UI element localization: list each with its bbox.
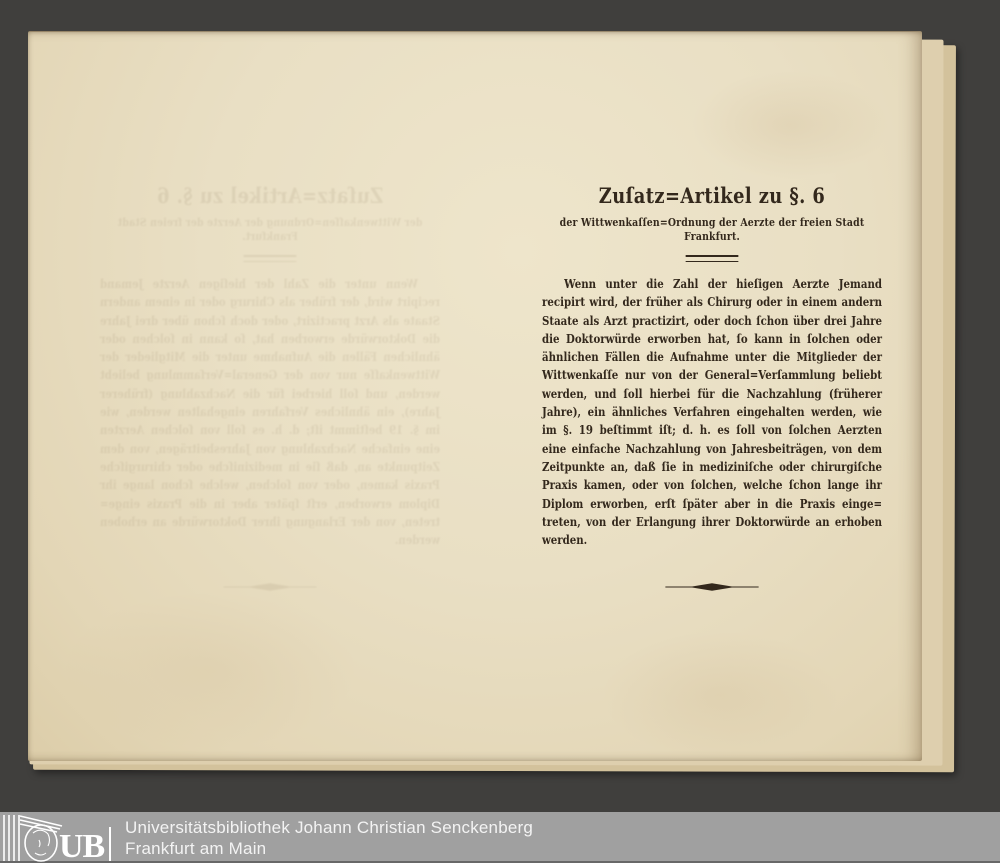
text-line: Jahre), ein ähnliches Verfahren eingehalten werden, wie bbox=[542, 405, 882, 420]
text-line: Diplom erworben, erſt ſpäter aber in die Praxis einge= bbox=[100, 496, 440, 511]
verso-fleuron-ornament bbox=[100, 576, 440, 595]
text-line: Staate als Arzt practizirt, oder doch ſchon über drei Jahre bbox=[100, 313, 440, 328]
doc-title: Zuſatz=Artikel zu §. 6 bbox=[598, 183, 826, 208]
text-line: eine einfache Nachzahlung von Jahresbeiträgen, von dem bbox=[542, 441, 882, 456]
verso-title: Zuſatz=Artikel zu §. 6 bbox=[156, 183, 384, 208]
library-logo bbox=[0, 812, 118, 863]
footer-city: Frankfurt am Main bbox=[125, 839, 267, 858]
text-line: eine einfache Nachzahlung von Jahresbeiträgen, von dem bbox=[100, 441, 440, 456]
doc-body-paragraph bbox=[542, 275, 882, 549]
text-line: werden. bbox=[542, 533, 588, 548]
logo-ub-text: UB bbox=[59, 828, 105, 863]
text-line: Praxis kamen, oder von ſolchen, welche ſchon lange ihr bbox=[542, 478, 882, 493]
text-line: werden. bbox=[394, 533, 440, 548]
text-line: im §. 19 beſtimmt iſt; d. h. es ſoll von ſolchen Aerzten bbox=[100, 423, 440, 438]
footer-library-name: Universitätsbibliothek Johann Christian Senckenberg bbox=[125, 818, 534, 837]
text-line: Wittwenkaſſe nur von der General=Verſammlung beliebt bbox=[100, 368, 440, 383]
text-line: werden, und ſoll hierbei für die Nachzahlung (früherer bbox=[100, 386, 440, 401]
text-line: ähnlichen Fällen die Aufnahme unter die Mitglieder der bbox=[542, 350, 882, 365]
logo-divider bbox=[109, 827, 111, 861]
verso-subtitle: der Wittwenkaſſen=Ordnung der Aerzte der freien Stadt Frankfurt. bbox=[117, 216, 423, 243]
text-line: treten, von der Erlangung ihrer Doktorwürde an erhoben bbox=[542, 514, 882, 529]
logo-portrait-icon bbox=[25, 825, 57, 861]
text-line: Jahre), ein ähnliches Verfahren eingehalten werden, wie bbox=[100, 405, 440, 420]
text-line: die Doktorwürde erworben hat, ſo kann in ſolchen oder bbox=[542, 331, 882, 346]
doc-subtitle: der Wittwenkaſſen=Ordnung der Aerzte der freien Stadt Frankfurt. bbox=[559, 216, 865, 243]
text-line: Wenn unter die Zahl der hieſigen Aerzte Jemand bbox=[100, 277, 418, 291]
text-line: Wittwenkaſſe nur von der General=Verſammlung beliebt bbox=[542, 368, 882, 383]
text-line: Praxis kamen, oder von ſolchen, welche ſchon lange ihr bbox=[100, 478, 440, 493]
footer-bar bbox=[0, 812, 1000, 863]
title-rule bbox=[686, 255, 739, 262]
text-line: ähnlichen Fällen die Aufnahme unter die Mitglieder der bbox=[100, 350, 440, 365]
text-line: im §. 19 beſtimmt iſt; d. h. es ſoll von ſolchen Aerzten bbox=[542, 423, 882, 438]
footer-text-block bbox=[118, 812, 1000, 861]
text-line: Zeitpunkte an, daß ſie in mediziniſche oder chirurgiſche bbox=[100, 459, 440, 474]
verso-bleedthrough bbox=[100, 183, 440, 595]
text-line: Staate als Arzt practizirt, oder doch ſchon über drei Jahre bbox=[542, 313, 882, 328]
text-line: recipirt wird, der früher als Chirurg oder in einem andern bbox=[100, 295, 440, 310]
text-line: Zeitpunkte an, daß ſie in mediziniſche oder chirurgiſche bbox=[542, 459, 882, 474]
text-line: Diplom erworben, erſt ſpäter aber in die Praxis einge= bbox=[542, 496, 882, 511]
fleuron-ornament bbox=[542, 576, 882, 595]
verso-body bbox=[100, 275, 440, 549]
text-line: werden, und ſoll hierbei für die Nachzahlung (früherer bbox=[542, 386, 882, 401]
verso-title-rule bbox=[244, 255, 297, 262]
text-line: treten, von der Erlangung ihrer Doktorwürde an erhoben bbox=[100, 514, 440, 529]
text-line: Wenn unter die Zahl der hieſigen Aerzte Jemand bbox=[564, 277, 882, 291]
text-line: recipirt wird, der früher als Chirurg oder in einem andern bbox=[542, 295, 882, 310]
document-content bbox=[542, 183, 882, 595]
text-line: die Doktorwürde erworben hat, ſo kann in ſolchen oder bbox=[100, 331, 440, 346]
